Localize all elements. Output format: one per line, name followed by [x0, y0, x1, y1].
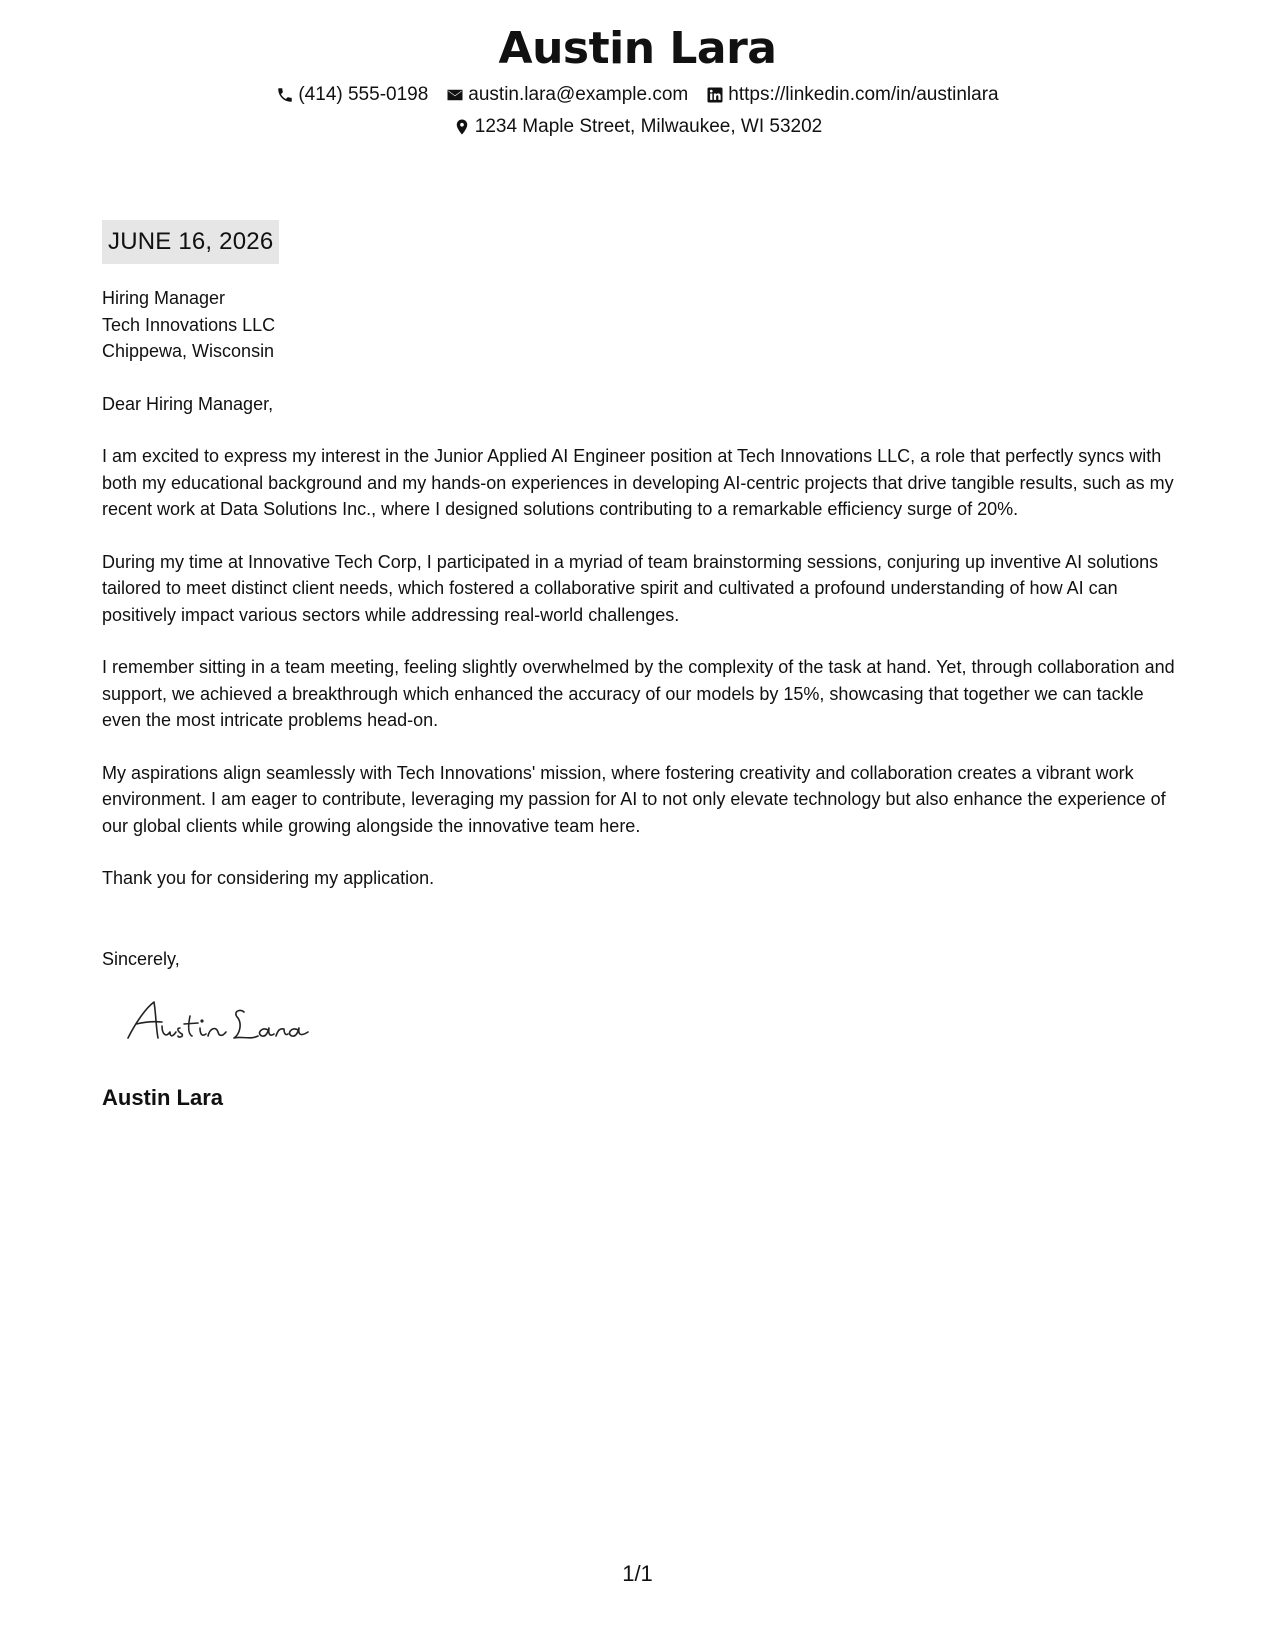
- page-number: 1/1: [622, 1561, 653, 1586]
- linkedin-url[interactable]: https://linkedin.com/in/austinlara: [728, 84, 999, 105]
- phone-icon: [276, 86, 294, 104]
- linkedin-icon: [706, 86, 724, 104]
- phone-number: (414) 555-0198: [298, 84, 429, 105]
- email-address[interactable]: austin.lara@example.com: [468, 84, 689, 105]
- paragraph: I am excited to express my interest in the Junior Applied AI Engineer position at Tech Innovations LLC, a role that perfectly syncs with both my educational background and my hands-on experiences in developing AI-centric projects that drive tangible results, such as my recent work at Data Solutions Inc., where I designed solutions contributing to a remarkable efficiency surge of 20%.: [102, 446, 1174, 519]
- letter-header: [0, 18, 1275, 140]
- paragraph: My aspirations align seamlessly with Tech Innovations' mission, where fostering creativity and collaboration creates a vibrant work environment. I am eager to contribute, leveraging my passion for AI to not only elevate technology but also enhance the experience of our global clients while growing alongside the innovative team here.: [102, 762, 1166, 836]
- map-pin-icon: [453, 118, 471, 136]
- contact-row-address: [0, 114, 1275, 140]
- recipient-title: Hiring Manager: [102, 288, 226, 308]
- recipient-location: Chippewa, Wisconsin: [102, 341, 275, 361]
- letter-date: JUNE 16, 2026: [102, 220, 279, 264]
- closing: Sincerely,: [102, 948, 180, 969]
- handwritten-signature: [122, 992, 342, 1052]
- contact-phone: [276, 82, 428, 108]
- street-address: 1234 Maple Street, Milwaukee, WI 53202: [474, 116, 823, 137]
- thank-you-line: Thank you for considering my application.: [102, 868, 435, 888]
- recipient-block: [102, 285, 1182, 365]
- paragraph: During my time at Innovative Tech Corp, I participated in a myriad of team brainstorming sessions, conjuring up inventive AI solutions tailored to meet distinct client needs, which fostered a collaborative spirit and cultivated a profound understanding of how AI can positively impact various sectors while addressing real-world challenges.: [102, 551, 1159, 625]
- contact-linkedin[interactable]: [706, 82, 998, 108]
- contact-row-primary: [0, 82, 1275, 108]
- letter-body: [102, 285, 1182, 972]
- contact-address: [453, 114, 822, 140]
- contact-email[interactable]: [446, 82, 688, 108]
- recipient-company: Tech Innovations LLC: [102, 314, 276, 335]
- applicant-name: Austin Lara: [498, 23, 777, 74]
- paragraph: I remember sitting in a team meeting, feeling slightly overwhelmed by the complexity of the task at hand. Yet, through collaboration and support, we achieved a breakthrough which enhanced the accuracy of our models by 15%, showcasing that together we can tackle even the most intricate problems head-on.: [102, 657, 1175, 730]
- salutation: Dear Hiring Manager,: [102, 393, 274, 414]
- envelope-icon: [446, 86, 464, 104]
- signed-name: Austin Lara: [102, 1085, 224, 1110]
